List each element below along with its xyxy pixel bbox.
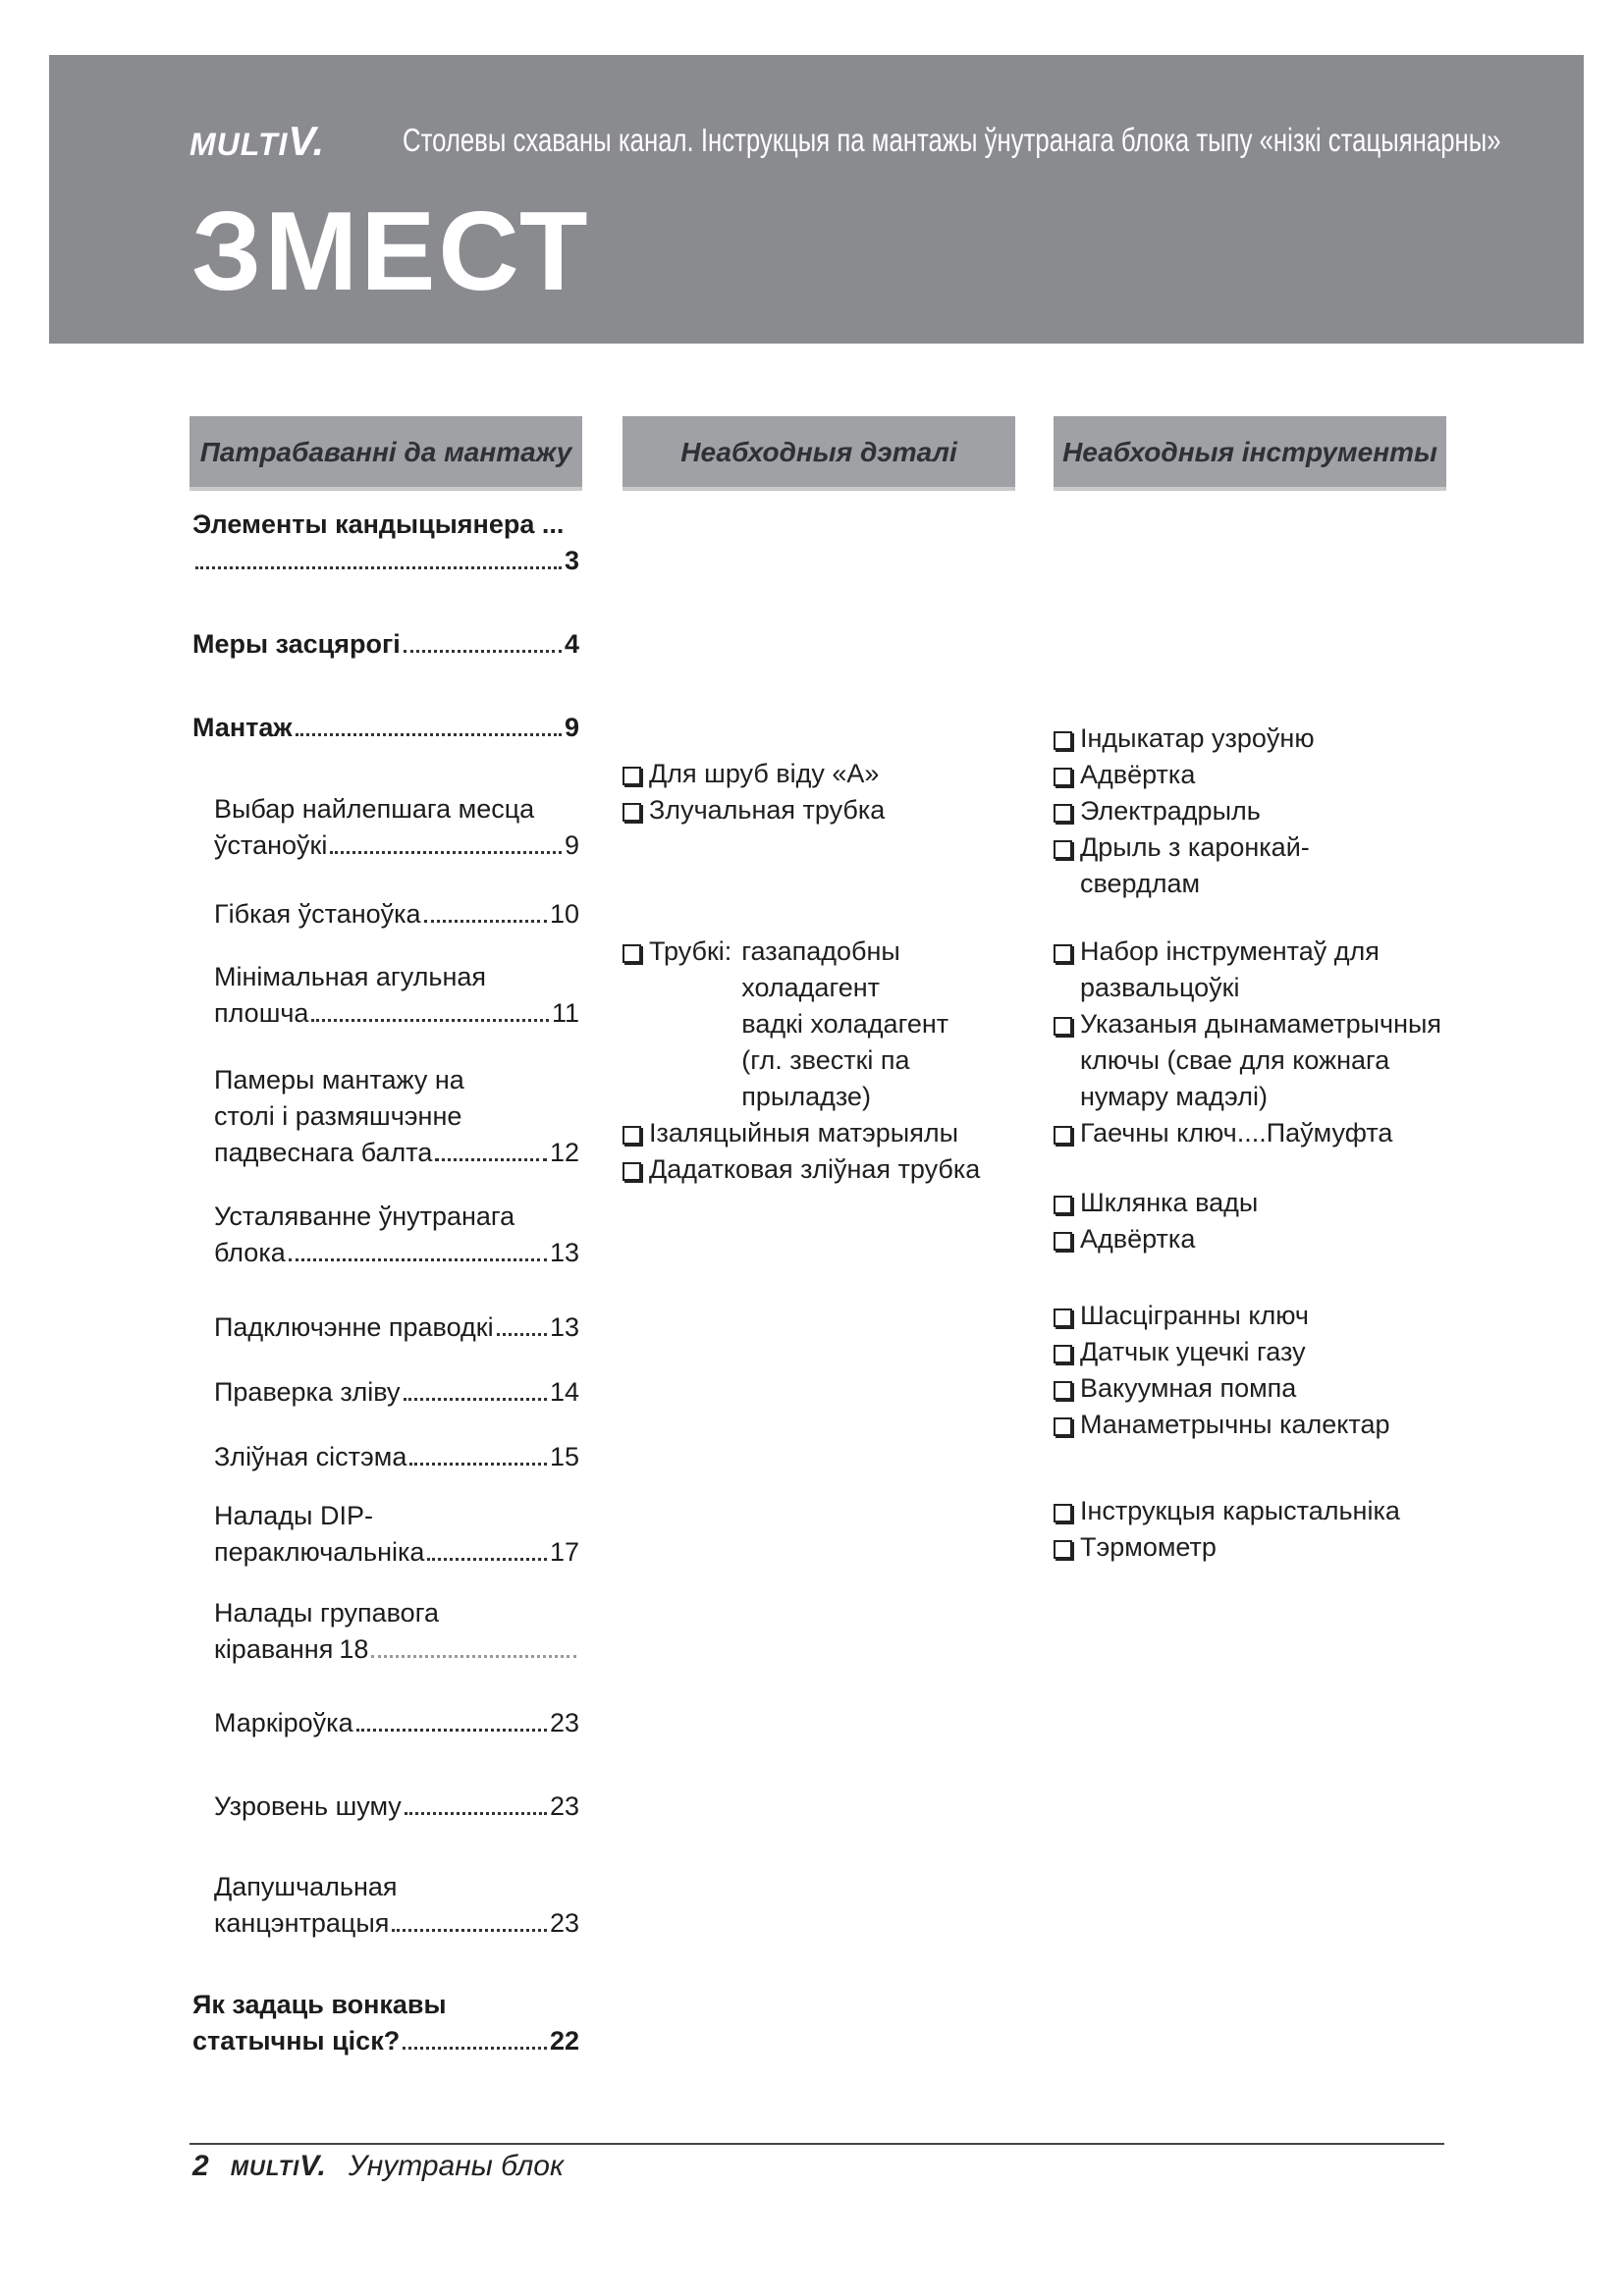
list-item: Манаметрычны калектар xyxy=(1054,1407,1390,1443)
checkbox-icon xyxy=(623,1126,641,1145)
checkbox-icon xyxy=(623,767,641,785)
toc-entry-text: Выбар найлепшага месца xyxy=(214,794,535,824)
toc-entry-page: 3 xyxy=(564,546,579,575)
toc-entry-page: 11 xyxy=(551,998,579,1028)
toc-entry-flexible-installation[interactable] xyxy=(214,896,579,933)
toc-entry-text: Мінімальная агульная xyxy=(214,962,486,991)
toc-entry-wiring[interactable] xyxy=(214,1309,579,1346)
checkbox-icon xyxy=(1054,731,1072,750)
column-header-tools: Неабходныя інструменты xyxy=(1054,416,1446,491)
toc-entry-page: 23 xyxy=(549,1708,579,1737)
checkbox-icon xyxy=(1054,944,1072,963)
tubes-details: газападобны холадагент вадкі холадагент (гл. звесткі па прыладзе) xyxy=(741,936,949,1111)
toc-entry-text-line2: статычны ціск? xyxy=(192,2026,401,2056)
list-item: Ізаляцыйныя матэрыялы xyxy=(623,1115,980,1151)
checkbox-icon xyxy=(623,944,641,963)
toc-entry-installation[interactable] xyxy=(192,710,579,746)
tools-list-3 xyxy=(1054,1185,1258,1257)
toc-entry-minimum-area[interactable] xyxy=(214,959,579,1032)
toc-entry-text-line2: канцэнтрацыя xyxy=(214,1908,390,1938)
footer-text: Унутраны блок xyxy=(348,2150,565,2182)
toc-entry-page: 23 xyxy=(549,1791,579,1821)
toc-entry-page: 12 xyxy=(549,1138,579,1167)
column-header-preparation: Патрабаванні да мантажу xyxy=(189,416,582,491)
checkbox-icon xyxy=(1054,1504,1072,1522)
checkbox-icon xyxy=(1054,1540,1072,1559)
toc-entry-page: 14 xyxy=(549,1377,579,1407)
list-item: Інструкцыя карыстальніка xyxy=(1054,1493,1400,1529)
tools-list-2 xyxy=(1054,934,1441,1151)
toc-entry-text: Падключэнне праводкі xyxy=(214,1312,494,1342)
toc-entry-text-line2: столі і размяшчэнне xyxy=(214,1101,462,1131)
list-item: Вакуумная помпа xyxy=(1054,1370,1390,1407)
parts-list-screws xyxy=(623,756,885,828)
toc-entry-drain-system[interactable] xyxy=(214,1439,579,1475)
toc-entry-text-line3: падвеснага балта xyxy=(214,1138,433,1167)
toc-entry-text: Праверка зліву xyxy=(214,1377,401,1407)
checkbox-icon xyxy=(1054,840,1072,859)
tubes-label: Трубкі: xyxy=(649,936,732,966)
list-item: Набор інструментаў для развальцоўкі xyxy=(1054,934,1441,1006)
toc-entry-noise-level[interactable] xyxy=(214,1789,579,1825)
footer-divider xyxy=(189,2143,1444,2145)
list-item: Індыкатар узроўню xyxy=(1054,721,1315,757)
page-number: 2 xyxy=(192,2150,209,2182)
parts-list-materials xyxy=(623,1115,980,1188)
document-subtitle: Столевы схаваны канал. Інструкцыя па мантажы ўнутранага блока тыпу «нізкі стацыянарны» xyxy=(403,122,1501,158)
checkbox-icon xyxy=(1054,768,1072,786)
toc-entry-page: 17 xyxy=(549,1537,579,1567)
list-item: Для шруб віду «A» xyxy=(623,756,885,792)
toc-entry-text-line2: пераключальніка xyxy=(214,1537,425,1567)
column-header-parts: Неабходныя дэталі xyxy=(623,416,1015,491)
toc-entry-text: Як задаць вонкавы xyxy=(192,1990,447,2019)
toc-entry-page: 4 xyxy=(564,629,579,659)
list-item: Указаныя дынамаметрычныя ключы (свае для кожнага нумару мадэлі) xyxy=(1054,1006,1441,1115)
footer-logo: MULTIV. xyxy=(230,2150,327,2182)
checkbox-icon xyxy=(623,1162,641,1181)
toc-entry-page: 13 xyxy=(549,1238,579,1267)
toc-entry-page: 22 xyxy=(549,2026,579,2056)
toc-entry-text-line2: блока xyxy=(214,1238,286,1267)
list-item: Дрыль з каронкай- свердлам xyxy=(1054,829,1315,902)
checkbox-icon xyxy=(1054,1017,1072,1036)
toc-entry-text: Элементы кандыцыянера ... xyxy=(192,509,565,539)
list-item: Злучальная трубка xyxy=(623,792,885,828)
toc-entry-page: 13 xyxy=(549,1312,579,1342)
logo-text: MULTI xyxy=(189,127,289,162)
list-item: Адвёртка xyxy=(1054,1221,1258,1257)
parts-list-tubes xyxy=(623,934,948,1115)
toc-entry-page: 10 xyxy=(549,899,579,929)
list-item: Шклянка вады xyxy=(1054,1185,1258,1221)
toc-entry-text: Налады групавога xyxy=(214,1598,439,1628)
toc-entry-text: Памеры мантажу на xyxy=(214,1065,464,1095)
list-item: Дадатковая зліўная трубка xyxy=(623,1151,980,1188)
checkbox-icon xyxy=(1054,1381,1072,1400)
toc-entry-static-pressure[interactable] xyxy=(192,1987,579,2059)
toc-entry-concentration[interactable] xyxy=(214,1869,579,1942)
toc-entry-text-line2: кіравання xyxy=(214,1634,334,1664)
toc-entry-page: 18 xyxy=(339,1634,369,1664)
toc-entry-text-line2: плошча xyxy=(214,998,309,1028)
checkbox-icon xyxy=(623,803,641,822)
toc-entry-text: Гібкая ўстаноўка xyxy=(214,899,421,929)
toc-entry-text-line2: ўстаноўкі xyxy=(214,830,328,860)
checkbox-icon xyxy=(1054,1308,1072,1327)
toc-entry-page: 15 xyxy=(549,1442,579,1471)
toc-entry-drain-check[interactable] xyxy=(214,1374,579,1411)
tools-list-1 xyxy=(1054,721,1315,902)
toc-entry-elements[interactable] xyxy=(192,507,579,579)
page-footer xyxy=(192,2150,564,2183)
toc-entry-ceiling-dimensions[interactable] xyxy=(214,1062,579,1171)
toc-entry-text: Маркіроўка xyxy=(214,1708,353,1737)
tools-list-4 xyxy=(1054,1298,1390,1443)
toc-entry-text: Меры засцярогі xyxy=(192,629,401,659)
list-item: Шасцігранны ключ xyxy=(1054,1298,1390,1334)
toc-entry-group-control[interactable] xyxy=(214,1595,579,1668)
toc-entry-text: Усталяванне ўнутранага xyxy=(214,1201,515,1231)
list-item: Тэрмометр xyxy=(1054,1529,1400,1566)
list-item: Гаечны ключ....Паўмуфта xyxy=(1054,1115,1441,1151)
checkbox-icon xyxy=(1054,1232,1072,1251)
multi-v-logo xyxy=(189,118,325,165)
checkbox-icon xyxy=(1054,1196,1072,1214)
toc-entry-marking[interactable] xyxy=(214,1705,579,1741)
toc-entry-text: Дапушчальная xyxy=(214,1872,398,1901)
tools-list-5 xyxy=(1054,1493,1400,1566)
list-item: Электрадрыль xyxy=(1054,793,1315,829)
logo-v: V. xyxy=(288,118,326,164)
list-item xyxy=(623,934,948,1115)
toc-entry-indoor-unit-install[interactable] xyxy=(214,1199,579,1271)
page-title: ЗМЕСТ xyxy=(191,189,591,314)
toc-entry-dip-switch[interactable] xyxy=(214,1498,579,1571)
toc-entry-precautions[interactable] xyxy=(192,626,579,663)
checkbox-icon xyxy=(1054,804,1072,823)
toc-entry-page: 9 xyxy=(564,713,579,742)
toc-entry-text: Зліўная сістэма xyxy=(214,1442,407,1471)
toc-entry-page: 9 xyxy=(564,830,579,860)
checkbox-icon xyxy=(1054,1417,1072,1436)
toc-entry-best-location[interactable] xyxy=(214,791,579,864)
header-banner xyxy=(49,55,1584,344)
checkbox-icon xyxy=(1054,1126,1072,1145)
toc-entry-text: Налады DIP- xyxy=(214,1501,373,1530)
list-item: Датчык уцечкі газу xyxy=(1054,1334,1390,1370)
toc-entry-page: 23 xyxy=(549,1908,579,1938)
toc-entry-text: Узровень шуму xyxy=(214,1791,402,1821)
list-item: Адвёртка xyxy=(1054,757,1315,793)
toc-entry-text: Мантаж xyxy=(192,713,293,742)
checkbox-icon xyxy=(1054,1345,1072,1363)
